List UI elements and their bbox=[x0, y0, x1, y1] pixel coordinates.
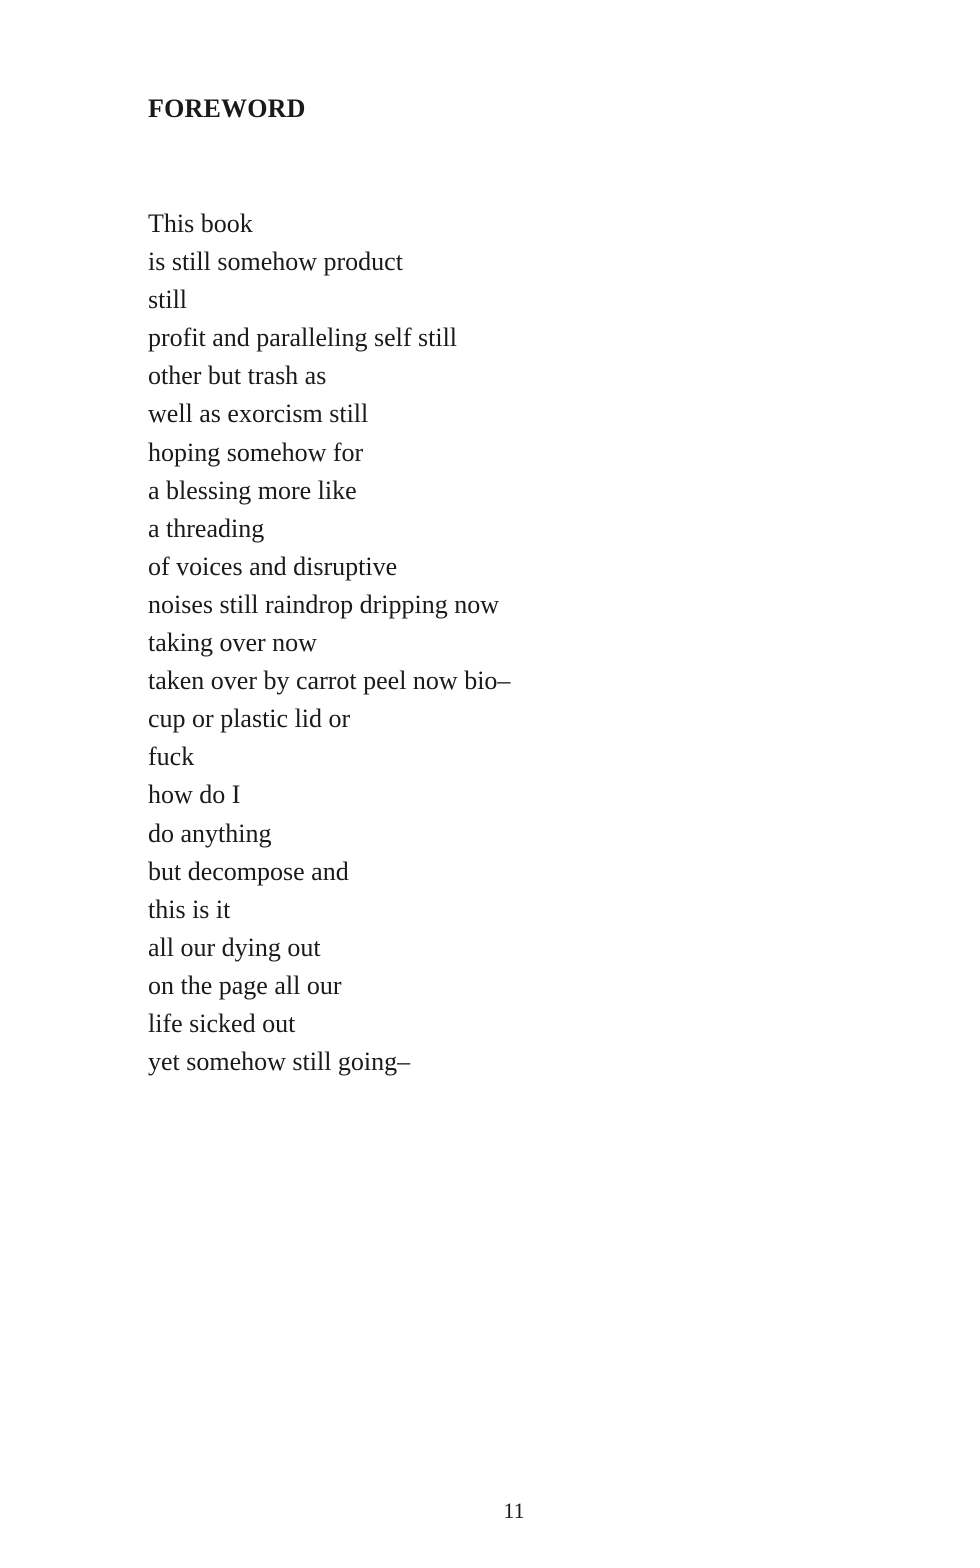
poem-line: a blessing more like bbox=[148, 475, 357, 505]
poem-line: fuck bbox=[148, 742, 195, 772]
poem-line: of voices and disruptive bbox=[148, 551, 398, 581]
poem-line: noises still raindrop dripping now bbox=[148, 589, 499, 619]
poem-line: taken over by carrot peel now bio– bbox=[148, 666, 511, 696]
poem-line: cup or plastic lid or bbox=[148, 704, 351, 734]
poem-line: taking over now bbox=[148, 628, 317, 658]
poem-line: profit and paralleling self still bbox=[148, 323, 458, 353]
poem-line: is still somehow product bbox=[148, 247, 403, 277]
page-number: 11 bbox=[503, 1498, 525, 1523]
poem-line: still bbox=[148, 285, 188, 315]
poem-line: do anything bbox=[148, 818, 272, 848]
poem-line: this is it bbox=[148, 894, 231, 924]
poem-line: all our dying out bbox=[148, 932, 321, 962]
poem-line: a threading bbox=[148, 513, 265, 543]
poem-line: This book bbox=[148, 209, 253, 238]
poem-line: hoping somehow for bbox=[148, 437, 364, 467]
poem-line: other but trash as bbox=[148, 361, 327, 391]
poem-line: but decompose and bbox=[148, 856, 349, 886]
poem-line: life sicked out bbox=[148, 1008, 296, 1038]
poem-line: how do I bbox=[148, 780, 241, 810]
poem-line: on the page all our bbox=[148, 970, 342, 1000]
poem bbox=[148, 205, 510, 1081]
poem-line: yet somehow still going– bbox=[148, 1047, 411, 1077]
poem-line: well as exorcism still bbox=[148, 399, 369, 429]
page-heading: FOREWORD bbox=[148, 94, 306, 123]
